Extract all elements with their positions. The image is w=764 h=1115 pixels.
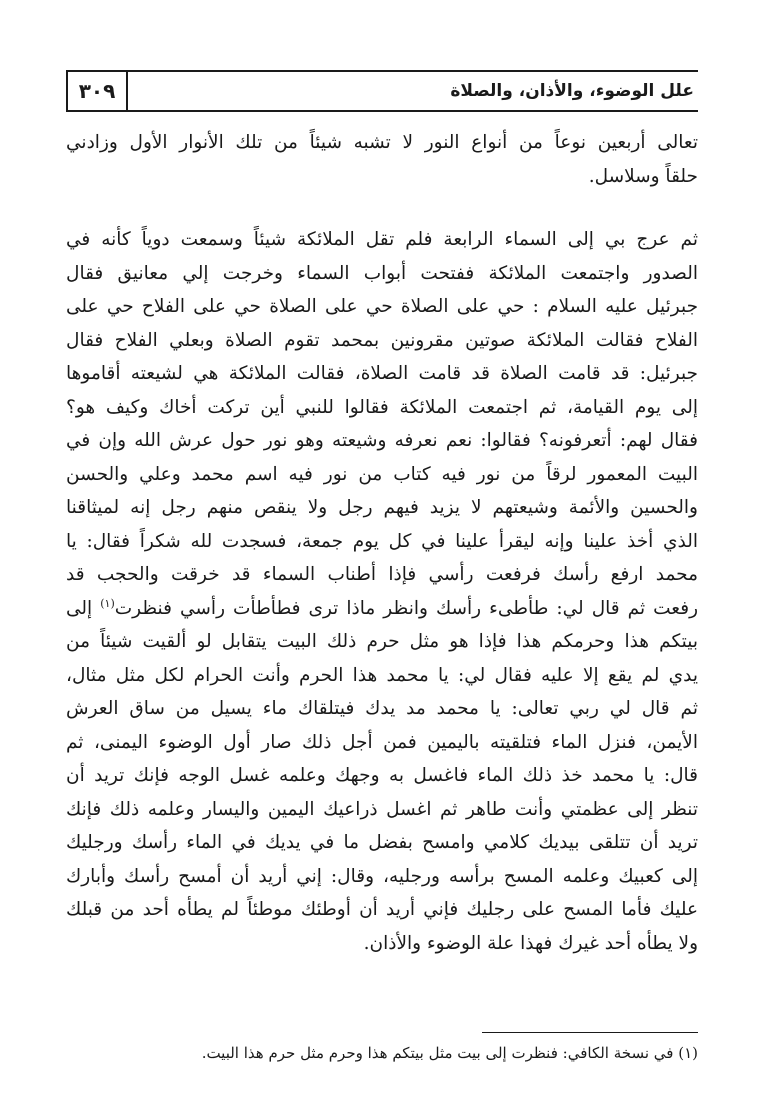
text-line: ولا يطأه أحد غيرك فهذا علة الوضوء والأذان. [363, 932, 698, 954]
text-line: يدي لم يقع إلا عليه فقال لي: يا محمد هذا الحرم وأنت الحرام لكل مثل مثال، [66, 664, 698, 686]
text-line: عليك فأما المسح على رجليك فإني أريد أن أوطئك موطئاً لم يطأه أحد من قبلك [66, 899, 698, 920]
text-line: محمد ارفع رأسك فرفعت رأسي فإذا أطناب السماء قد خرقت والحجب قد [66, 564, 698, 585]
text-line: الذي أخذ علينا وإنه ليقرأ علينا في كل يوم جمعة، فسجدت لله شكراً فقال: يا [66, 530, 698, 552]
running-header [66, 70, 698, 116]
text-line: الصدور واجتمعت الملائكة ففتحت أبواب السماء وخرجت إلي معانيق فقال [66, 262, 698, 284]
chapter-title: علل الوضوء، والأذان، والصلاة [450, 81, 694, 101]
paragraph [66, 126, 698, 193]
page-number-box [66, 70, 128, 112]
text-line: تنظر إلى عظمتي وأنت طاهر ثم اغسل ذراعيك اليمين واليسار وعلمه ذلك فإنك [66, 798, 698, 820]
text-line: إلى يوم القيامة، ثم اجتمعت الملائكة فقالوا للنبي أين تركت أخاك وكيف هو؟ [66, 396, 698, 418]
header-title-bar [128, 70, 698, 112]
main-text [66, 126, 698, 960]
text-line: والحسين والأئمة وشيعتهم لا يزيد فيهم رجل ولا ينقص منهم رجل إنه لميثاقنا [66, 497, 698, 518]
text-line: فقال لهم: أتعرفونه؟ فقالوا: نعم نعرفه وشيعته وهو نور حول عرش الله وإن في [66, 430, 698, 451]
paragraph [66, 223, 698, 960]
text-line: قال: يا محمد خذ ذلك الماء فاغسل به وجهك وعلمه غسل الوجه فإنك تريد أن [66, 765, 698, 786]
text-line: جبرئيل: قد قامت الصلاة قد قامت الصلاة، فقالت الملائكة هي لشيعته أقاموها [66, 363, 698, 384]
footnote: (١) في نسخة الكافي: فنظرت إلى بيت مثل بيتكم هذا وحرم مثل حرم هذا البيت. [201, 1044, 698, 1062]
text-line: حلقاً وسلاسل. [588, 165, 698, 187]
text-line: جبرئيل عليه السلام : حي على الصلاة حي على الصلاة حي على الفلاح حي على [66, 296, 698, 317]
text-line: إلى كعبيك وعلمه المسح برأسه ورجليه، وقال: إني أريد أن أمسح رأسك وأبارك [66, 865, 698, 887]
text-line: رفعت ثم قال لي: طأطىء رأسك وانظر ماذا ترى فطأطأت رأسي فنظرت$^{(١)}$ إلى [66, 596, 698, 619]
text-line: ثم عرج بي إلى السماء الرابعة فلم تقل الملائكة شيئاً وسمعت دوياً كأنه في [66, 229, 698, 250]
text-line: البيت المعمور لرقاً من نور فيه كتاب من نور فيه اسم محمد وعلي والحسن [66, 463, 698, 485]
footnote-marker: (١) [100, 596, 115, 610]
page-number: ٣٠٩ [78, 79, 116, 103]
text-line: بيتكم هذا وحرمكم هذا فإذا هو مثل حرم ذلك البيت يتقابل لو ألقيت شيئاً من [66, 631, 698, 652]
paragraph-gap [66, 193, 698, 223]
text-line: الأيمن، فنزل الماء فتلقيته باليمين فمن أجل ذلك صار أول الوضوء اليمنى، ثم [66, 731, 698, 753]
text-line: تريد أن تتلقى بيديك كلامي وامسح بفضل ما في يديك في الماء رأسك ورجليك [66, 832, 698, 853]
text-line: تعالى أربعين نوعاً من أنواع النور لا تشبه شيئاً من تلك الأنوار الأول وزادني [66, 132, 698, 153]
text-line: الفلاح فقالت الملائكة صوتين مقرونين بمحمد تقوم الصلاة وبعلي الفلاح فقال [66, 329, 698, 351]
text-line: ثم قال لي ربي تعالى: يا محمد مد يدك فيتلقاك ماء يسيل من ساق العرش [66, 698, 698, 719]
footnote-divider [482, 1032, 698, 1033]
